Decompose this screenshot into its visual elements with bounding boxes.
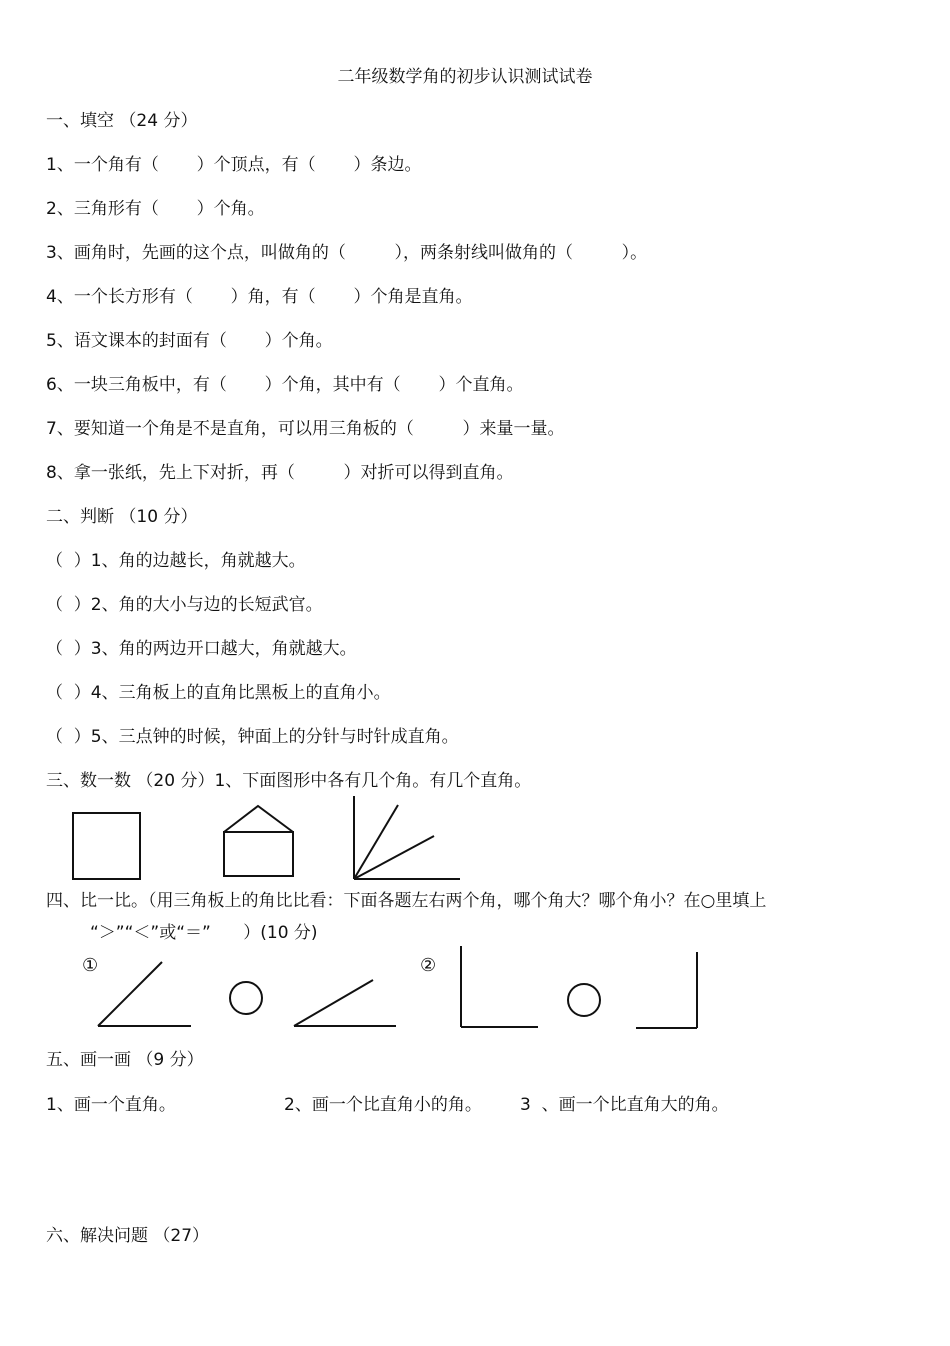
judge-item-5: （ ）5、三点钟的时候，钟面上的分针与时针成直角。 <box>46 727 459 747</box>
compare-label-1: ① <box>82 955 99 976</box>
fill-item-5: 5、语文课本的封面有（ ）个角。 <box>46 331 333 351</box>
draw-item-3: 3 、画一个比直角大的角。 <box>520 1095 729 1115</box>
compare-angle-2-right <box>634 952 700 1030</box>
angle-ray-up <box>98 962 162 1026</box>
house-body <box>224 832 293 876</box>
angle-ray-up <box>294 980 373 1026</box>
page-title: 二年级数学角的初步认识测试试卷 <box>337 67 593 87</box>
fill-item-8: 8、拿一张纸，先上下对折，再（ ）对折可以得到直角。 <box>46 463 514 483</box>
fill-item-7: 7、要知道一个角是不是直角，可以用三角板的（ ）来量一量。 <box>46 419 565 439</box>
section-2-header: 二、判断 （10 分） <box>46 507 198 527</box>
fill-item-6: 6、一块三角板中，有（ ）个角，其中有（ ）个直角。 <box>46 375 524 395</box>
judge-item-1: （ ）1、角的边越长，角就越大。 <box>46 551 306 571</box>
section-4-header-cont: “＞”“＜”或“＝” ）(10 分) <box>90 923 318 943</box>
compare-circle-1-icon[interactable] <box>228 980 264 1016</box>
house-figure <box>222 804 296 878</box>
house-roof <box>224 806 293 832</box>
compare-circle-2-icon[interactable] <box>566 982 602 1018</box>
section-4-header: 四、比一比。（用三角板上的角比比看：下面各题左右两个角，哪个角大？哪个角小？在○里填上 <box>46 891 767 911</box>
fill-item-1: 1、一个角有（ ）个顶点，有（ ）条边。 <box>46 155 422 175</box>
draw-item-2: 2、画一个比直角小的角。 <box>284 1095 482 1115</box>
draw-item-1: 1、画一个直角。 <box>46 1095 176 1115</box>
compare-angle-1-left <box>96 960 192 1028</box>
compare-label-2: ② <box>420 955 437 976</box>
section-3-header: 三、数一数 （20 分）1、下面图形中各有几个角。有几个直角。 <box>46 771 532 791</box>
compare-angle-1-right <box>292 978 398 1028</box>
compare-angle-2-left <box>458 946 540 1030</box>
square-figure <box>72 812 142 880</box>
section-1-header: 一、填空 （24 分） <box>46 111 198 131</box>
section-5-header: 五、画一画 （9 分） <box>46 1050 204 1070</box>
judge-item-3: （ ）3、角的两边开口越大，角就越大。 <box>46 639 357 659</box>
fill-item-3: 3、画角时，先画的这个点，叫做角的（ ），两条射线叫做角的（ ）。 <box>46 243 648 263</box>
judge-item-4: （ ）4、三角板上的直角比黑板上的直角小。 <box>46 683 391 703</box>
square-shape <box>73 813 140 879</box>
angles-figure <box>350 796 462 882</box>
fill-item-2: 2、三角形有（ ）个角。 <box>46 199 265 219</box>
judge-item-2: （ ）2、角的大小与边的长短武官。 <box>46 595 323 615</box>
fill-item-4: 4、一个长方形有（ ）角，有（ ）个角是直角。 <box>46 287 473 307</box>
section-6-header: 六、解决问题 （27） <box>46 1226 210 1246</box>
